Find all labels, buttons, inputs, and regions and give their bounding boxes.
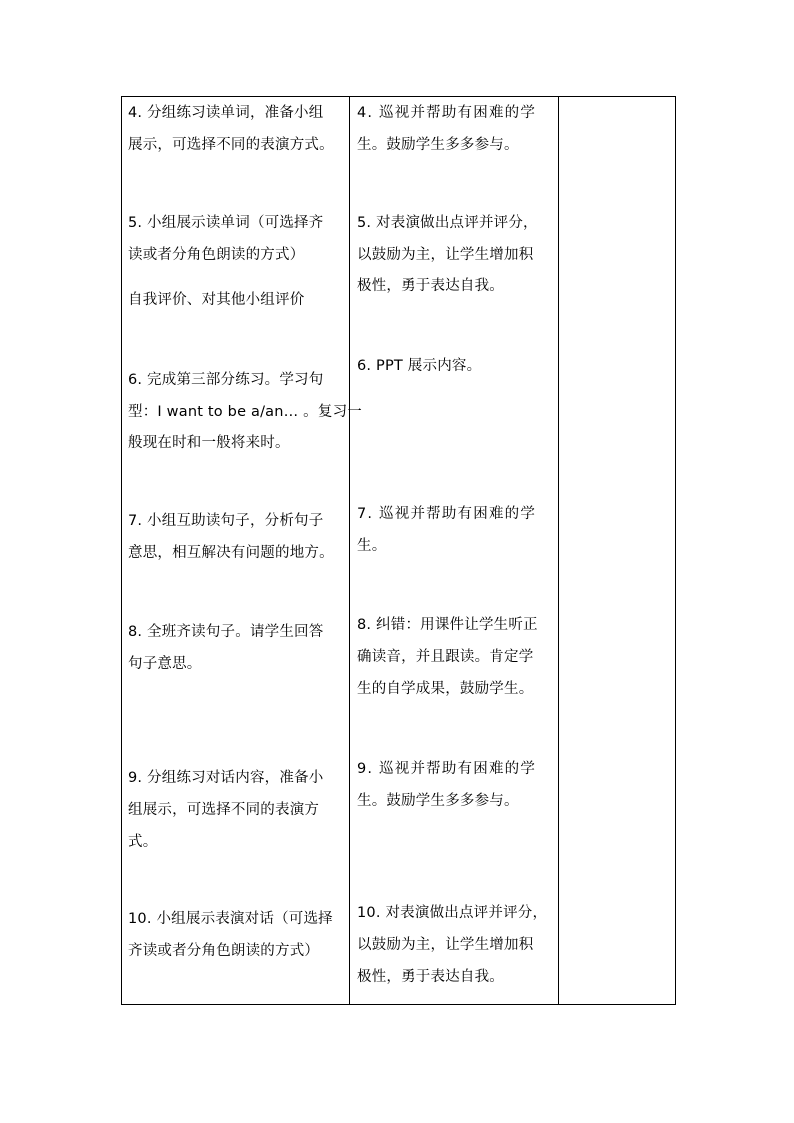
step-9-student-line-2: 组展示，可选择不同的表演方 <box>128 802 320 818</box>
step-7-teacher-line-2: 生。 <box>357 538 387 554</box>
step-7-teacher-line-1: 7. 巡视并帮助有困难的学 <box>357 506 537 522</box>
step-7-student-line-2: 意思，相互解决有问题的地方。 <box>128 545 334 561</box>
step-9-student-line-1: 9. 分组练习对话内容，准备小 <box>128 770 324 786</box>
step-8-student-line-1: 8. 全班齐读句子。请学生回答 <box>128 624 324 640</box>
step-6-teacher-line-1: 6. PPT 展示内容。 <box>357 358 482 374</box>
step-4-teacher-line-1: 4. 巡视并帮助有困难的学 <box>357 105 537 121</box>
step-6-student-line-2: 型：I want to be a/an… 。复习一 <box>128 404 362 420</box>
step-8-teacher-line-1: 8. 纠错：用课件让学生听正 <box>357 617 538 633</box>
step-8-teacher-line-3: 生的自学成果，鼓励学生。 <box>357 681 534 697</box>
column-divider-1 <box>349 97 350 1004</box>
step-5-student-line-1: 5. 小组展示读单词（可选择齐 <box>128 215 324 231</box>
step-7-student-line-1: 7. 小组互助读句子，分析句子 <box>128 513 324 529</box>
step-8-teacher-line-2: 确读音，并且跟读。肯定学 <box>357 649 534 665</box>
step-10-teacher-line-3: 极性，勇于表达自我。 <box>357 969 504 985</box>
step-6-student-line-1: 6. 完成第三部分练习。学习句 <box>128 372 324 388</box>
step-9-teacher-line-1: 9. 巡视并帮助有困难的学 <box>357 761 537 777</box>
step-5-student-line-2: 读或者分角色朗读的方式） <box>128 247 305 263</box>
notes-cell <box>559 97 675 1004</box>
lesson-plan-table <box>121 96 676 1005</box>
step-10-student-line-1: 10. 小组展示表演对话（可选择 <box>128 911 333 927</box>
step-4-student-line-1: 4. 分组练习读单词，准备小组 <box>128 105 324 121</box>
step-5-teacher-line-1: 5. 对表演做出点评并评分， <box>357 215 538 231</box>
step-10-teacher-line-2: 以鼓励为主，让学生增加积 <box>357 937 534 953</box>
step-5-teacher-line-2: 以鼓励为主，让学生增加积 <box>357 247 534 263</box>
step-4-student-line-2: 展示，可选择不同的表演方式。 <box>128 137 334 153</box>
step-8-student-line-2: 句子意思。 <box>128 656 202 672</box>
step-5-student-line-3: 自我评价、对其他小组评价 <box>128 292 305 308</box>
step-10-student-line-2: 齐读或者分角色朗读的方式） <box>128 943 320 959</box>
step-9-teacher-line-2: 生。鼓励学生多多参与。 <box>357 793 519 809</box>
step-10-teacher-line-1: 10. 对表演做出点评并评分， <box>357 905 548 921</box>
step-6-student-line-3: 般现在时和一般将来时。 <box>128 435 290 451</box>
step-4-teacher-line-2: 生。鼓励学生多多参与。 <box>357 137 519 153</box>
step-5-teacher-line-3: 极性，勇于表达自我。 <box>357 278 504 294</box>
step-9-student-line-3: 式。 <box>128 834 158 850</box>
